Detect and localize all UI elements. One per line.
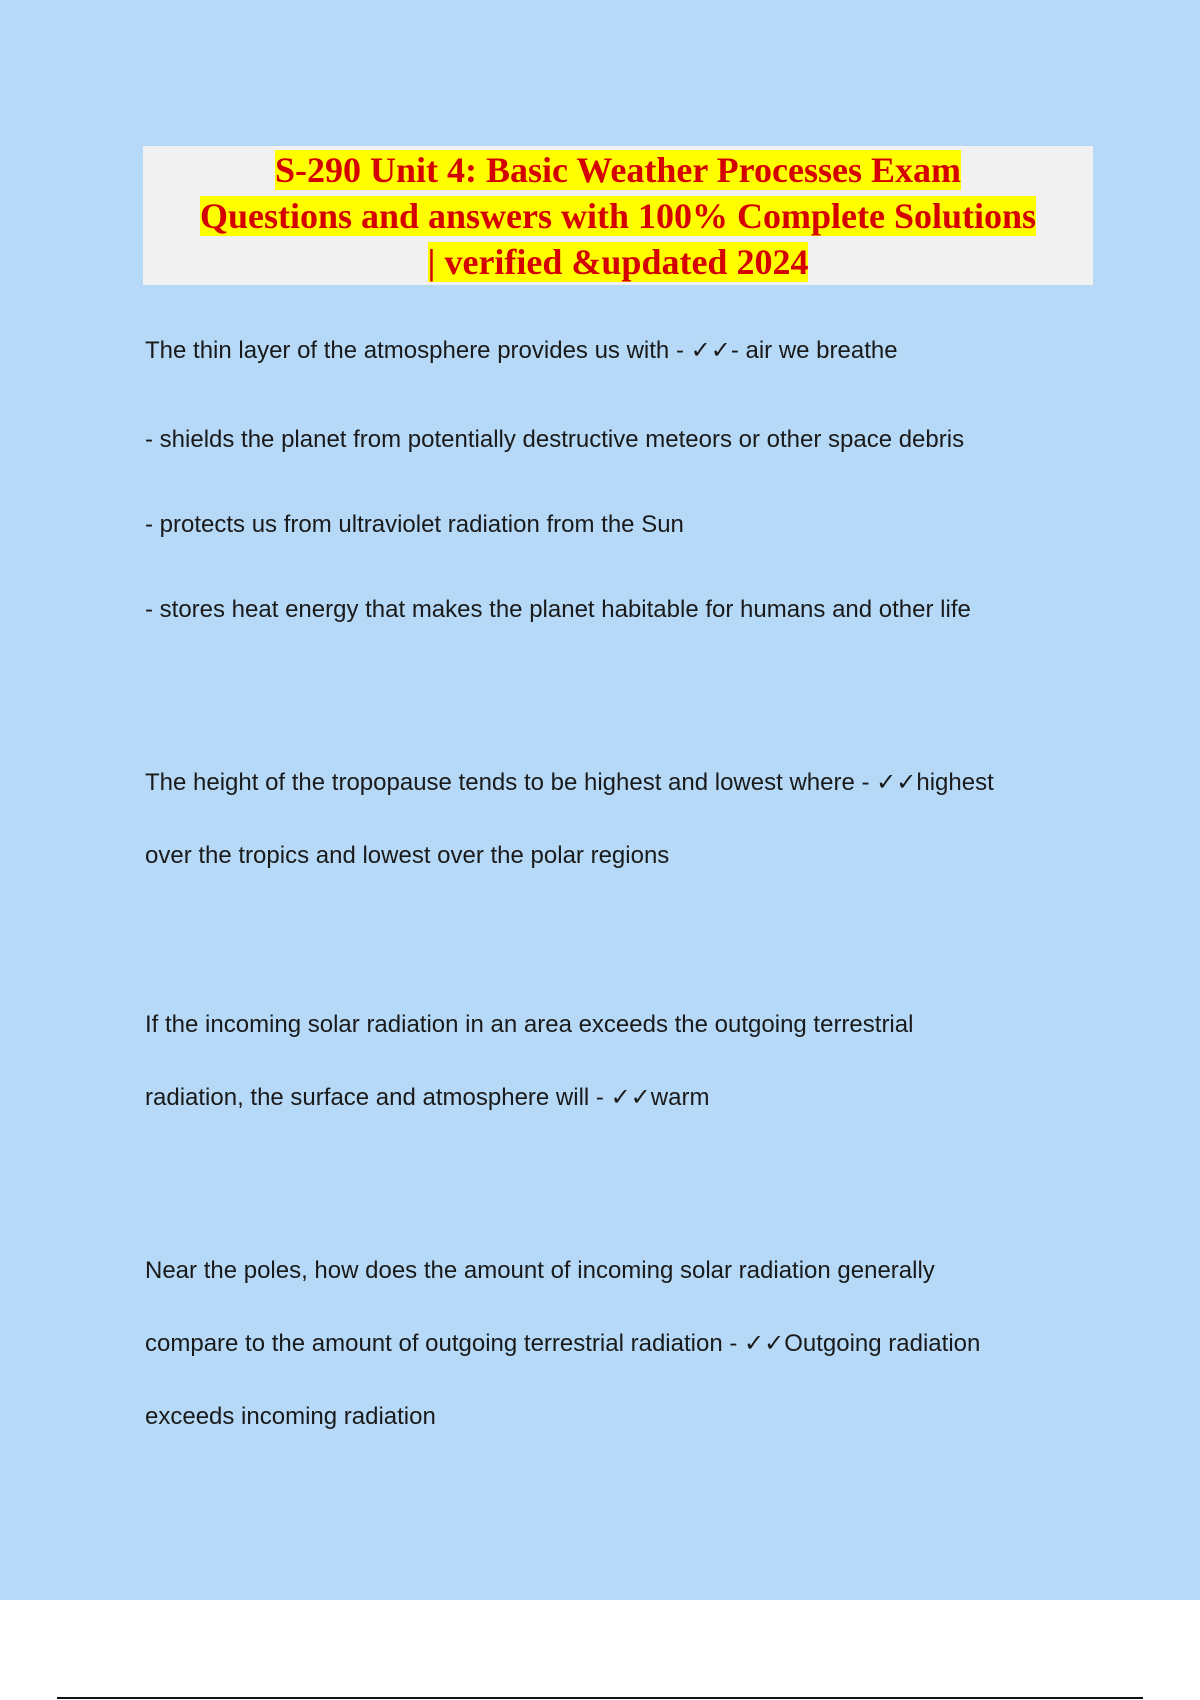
title-line-3: | verified &updated 2024: [427, 242, 809, 282]
question-1-line-2: - shields the planet from potentially destructive meteors or other space debris: [145, 426, 965, 453]
document-title: [143, 146, 1093, 285]
question-1-line-1: The thin layer of the atmosphere provides us with - ✓✓- air we breathe: [145, 337, 898, 364]
question-3-line-2: radiation, the surface and atmosphere will - ✓✓warm: [145, 1084, 710, 1111]
question-2-line-2: over the tropics and lowest over the polar regions: [145, 842, 670, 869]
title-line-2: Questions and answers with 100% Complete Solutions: [199, 196, 1037, 236]
question-4-line-2: compare to the amount of outgoing terrestrial radiation - ✓✓Outgoing radiation: [145, 1330, 981, 1357]
question-4-line-1: Near the poles, how does the amount of incoming solar radiation generally: [145, 1257, 935, 1284]
question-1-line-4: - stores heat energy that makes the planet habitable for humans and other life: [145, 596, 971, 623]
title-line-1: S-290 Unit 4: Basic Weather Processes Exam: [275, 150, 961, 190]
question-2-line-1: The height of the tropopause tends to be highest and lowest where - ✓✓highest: [145, 769, 994, 796]
question-4-line-3: exceeds incoming radiation: [145, 1403, 436, 1430]
footer-rule: [57, 1697, 1143, 1699]
question-3-line-1: If the incoming solar radiation in an area exceeds the outgoing terrestrial: [145, 1011, 914, 1038]
question-1-line-3: - protects us from ultraviolet radiation from the Sun: [145, 511, 684, 538]
